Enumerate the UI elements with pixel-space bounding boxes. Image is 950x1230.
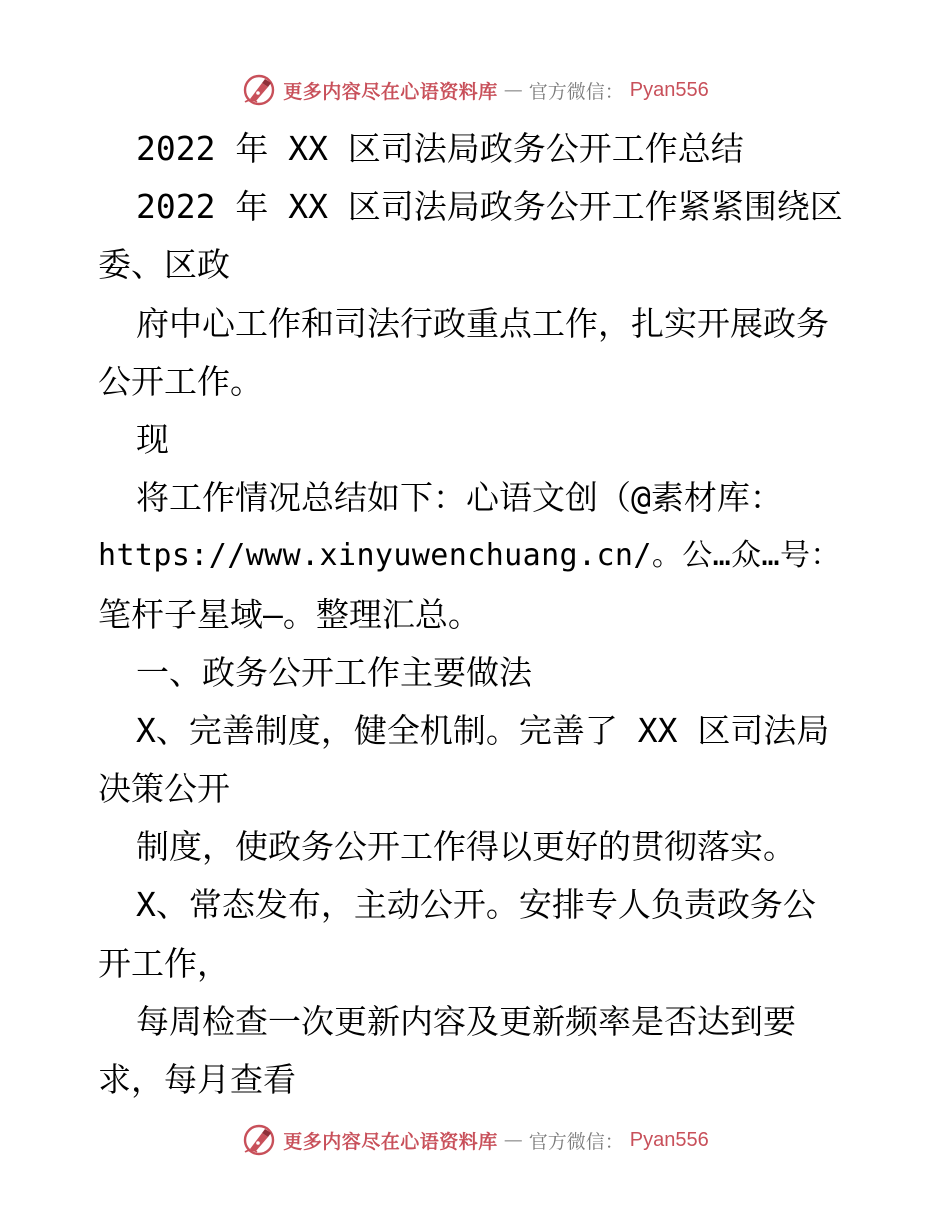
paragraph-line: 2022 年 XX 区司法局政务公开工作紧紧围绕区 bbox=[136, 187, 843, 227]
paragraph-line: X、常态发布，主动公开。安排专人负责政务公 bbox=[136, 885, 816, 925]
header-wechat-id: Pyan556 bbox=[629, 78, 709, 101]
header-separator: — bbox=[503, 79, 523, 101]
footer-separator: — bbox=[503, 1129, 523, 1151]
paragraph-line-url: https://www.xinyuwenchuang.cn/。公…众…号： bbox=[98, 538, 841, 574]
paragraph-line: 将工作情况总结如下：心语文创（@素材库： bbox=[136, 478, 783, 518]
paragraph-line: 决策公开 bbox=[98, 769, 230, 809]
pen-nib-logo-icon bbox=[241, 1122, 277, 1158]
section-heading: 一、政务公开工作主要做法 bbox=[136, 652, 532, 692]
footer-wechat-id: Pyan556 bbox=[629, 1128, 709, 1151]
paragraph-line: 求，每月查看 bbox=[98, 1060, 296, 1099]
footer-banner bbox=[0, 1118, 950, 1162]
header-wechat-label: 官方微信： bbox=[528, 80, 624, 103]
header-banner bbox=[0, 68, 950, 112]
paragraph-line: 每周检查一次更新内容及更新频率是否达到要 bbox=[136, 1001, 796, 1041]
document-body bbox=[98, 120, 858, 1109]
paragraph-line: 公开工作。 bbox=[98, 361, 263, 401]
paragraph-line: 开工作， bbox=[98, 943, 230, 983]
doc-title-line: 2022 年 XX 区司法局政务公开工作总结 bbox=[136, 129, 744, 168]
paragraph-line: X、完善制度，健全机制。完善了 XX 区司法局 bbox=[136, 710, 830, 750]
footer-wechat-label: 官方微信： bbox=[528, 1130, 624, 1153]
pen-nib-logo-icon bbox=[241, 72, 277, 108]
paragraph-line: 制度，使政务公开工作得以更好的贯彻落实。 bbox=[136, 827, 796, 867]
paragraph-line: 现 bbox=[136, 419, 169, 459]
paragraph-line: 笔杆子星域—。整理汇总。 bbox=[98, 594, 481, 634]
footer-brand-text: 更多内容尽在心语资料库 bbox=[283, 1130, 498, 1153]
paragraph-line: 委、区政 bbox=[98, 245, 230, 285]
paragraph-line: 府中心工作和司法行政重点工作，扎实开展政务 bbox=[136, 303, 829, 343]
header-brand-text: 更多内容尽在心语资料库 bbox=[283, 80, 498, 103]
